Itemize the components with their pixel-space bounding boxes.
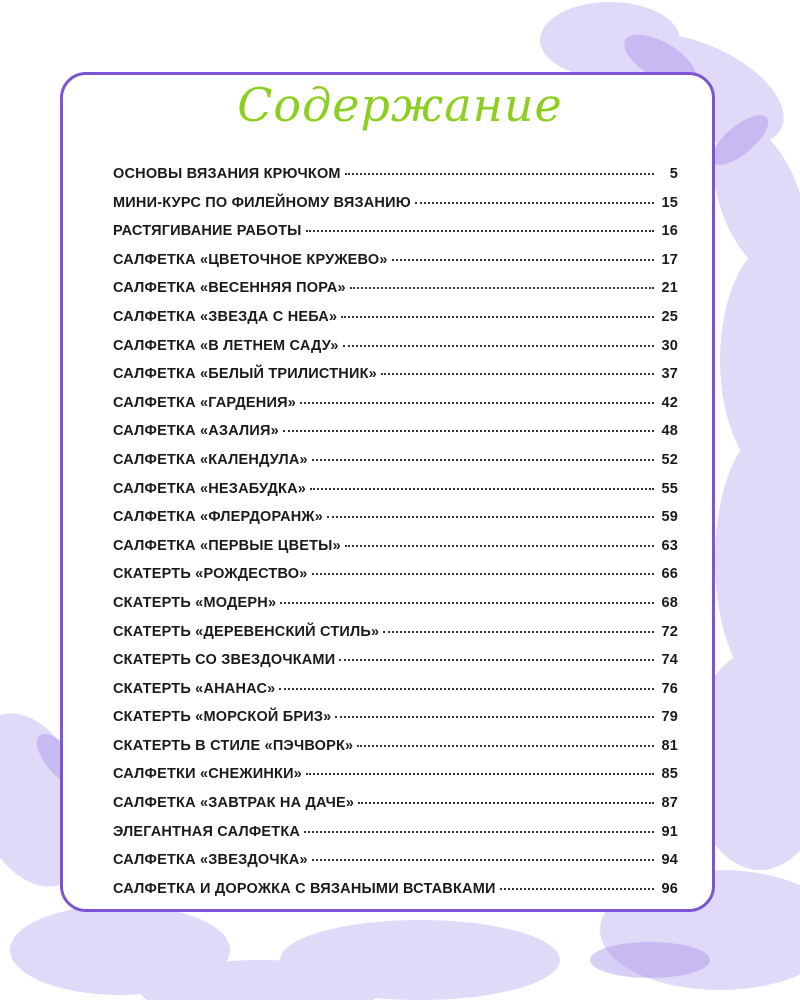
toc-entry[interactable] <box>113 166 678 195</box>
toc-page-number: 96 <box>661 880 678 897</box>
toc-dot-leader <box>310 487 654 490</box>
toc-entry-title: РАСТЯГИВАНИЕ РАБОТЫ <box>113 223 302 240</box>
toc-entry-title: САЛФЕТКИ «СНЕЖИНКИ» <box>113 766 302 783</box>
toc-entry[interactable] <box>113 624 678 653</box>
toc-entry-title: ОСНОВЫ ВЯЗАНИЯ КРЮЧКОМ <box>113 166 341 182</box>
table-of-contents <box>113 166 678 909</box>
toc-entry-title: СКАТЕРТЬ «ДЕРЕВЕНСКИЙ СТИЛЬ» <box>113 623 380 640</box>
toc-dot-leader <box>279 687 654 690</box>
toc-dot-leader <box>280 601 654 604</box>
toc-page-number: 55 <box>661 480 678 497</box>
toc-page-number: 72 <box>661 623 678 640</box>
toc-dot-leader <box>357 744 654 747</box>
toc-entry-title: САЛФЕТКА «ЗАВТРАК НА ДАЧЕ» <box>113 795 355 812</box>
toc-entry-title: САЛФЕТКА И ДОРОЖКА С ВЯЗАНЫМИ ВСТАВКАМИ <box>113 880 496 897</box>
toc-entry-title: САЛФЕТКА «ФЛЕРДОРАНЖ» <box>113 509 323 526</box>
toc-page-number: 5 <box>669 166 678 182</box>
toc-page-number: 91 <box>661 823 678 840</box>
toc-entry-title: САЛФЕТКА «ЗВЕЗДА С НЕБА» <box>113 308 338 325</box>
toc-page-number: 66 <box>661 566 678 583</box>
toc-entry[interactable] <box>113 709 678 738</box>
toc-entry-title: СКАТЕРТЬ «МОРСКОЙ БРИЗ» <box>113 709 332 726</box>
toc-dot-leader <box>306 772 654 775</box>
toc-page-number: 68 <box>661 594 678 611</box>
toc-entry[interactable] <box>113 509 678 538</box>
toc-page-number: 85 <box>661 766 678 783</box>
toc-page-number: 59 <box>661 509 678 526</box>
toc-entry[interactable] <box>113 766 678 795</box>
toc-dot-leader <box>304 830 654 833</box>
toc-entry[interactable] <box>113 652 678 681</box>
toc-entry-title: САЛФЕТКА «ГАРДЕНИЯ» <box>113 394 296 411</box>
toc-entry[interactable] <box>113 338 678 367</box>
toc-page-number: 21 <box>661 280 678 297</box>
toc-page-number: 42 <box>661 394 678 411</box>
toc-dot-leader <box>358 801 654 804</box>
toc-dot-leader <box>383 630 654 633</box>
toc-entry[interactable] <box>113 366 678 395</box>
toc-page-number: 87 <box>661 795 678 812</box>
toc-dot-leader <box>300 401 654 404</box>
toc-entry[interactable] <box>113 309 678 338</box>
toc-dot-leader <box>306 229 654 232</box>
toc-page-number: 74 <box>661 652 678 669</box>
toc-entry[interactable] <box>113 852 678 881</box>
toc-entry[interactable] <box>113 252 678 281</box>
toc-entry[interactable] <box>113 195 678 224</box>
toc-page-number: 79 <box>661 709 678 726</box>
toc-dot-leader <box>339 658 654 661</box>
toc-page-number: 94 <box>661 852 678 869</box>
toc-entry[interactable] <box>113 795 678 824</box>
toc-page-number: 48 <box>661 423 678 440</box>
toc-dot-leader <box>343 344 654 347</box>
toc-entry[interactable] <box>113 395 678 424</box>
toc-entry[interactable] <box>113 824 678 853</box>
toc-dot-leader <box>335 715 654 718</box>
toc-page-number: 15 <box>661 194 678 211</box>
toc-entry-title: СКАТЕРТЬ В СТИЛЕ «ПЭЧВОРК» <box>113 737 354 754</box>
toc-entry[interactable] <box>113 280 678 309</box>
toc-dot-leader <box>392 258 654 261</box>
toc-entry-title: САЛФЕТКА «КАЛЕНДУЛА» <box>113 451 308 468</box>
toc-dot-leader <box>341 315 654 318</box>
toc-dot-leader <box>327 515 654 518</box>
toc-page-number: 17 <box>661 251 678 268</box>
toc-page-number: 81 <box>661 737 678 754</box>
toc-entry-title: САЛФЕТКА «ВЕСЕННЯЯ ПОРА» <box>113 280 346 297</box>
toc-page-number: 76 <box>661 680 678 697</box>
toc-entry-title: САЛФЕТКА «В ЛЕТНЕМ САДУ» <box>113 337 339 354</box>
toc-entry-title: САЛФЕТКА «АЗАЛИЯ» <box>113 423 279 440</box>
toc-page-number: 63 <box>661 537 678 554</box>
toc-dot-leader <box>500 887 654 890</box>
toc-dot-leader <box>283 429 654 432</box>
toc-entry-title: СКАТЕРТЬ СО ЗВЕЗДОЧКАМИ <box>113 652 336 669</box>
toc-entry-title: ЭЛЕГАНТНАЯ САЛФЕТКА <box>113 823 301 840</box>
toc-entry-title: СКАТЕРТЬ «МОДЕРН» <box>113 594 277 611</box>
toc-dot-leader <box>345 544 654 547</box>
page-title: Содержание <box>237 78 563 132</box>
toc-page-number: 37 <box>661 366 678 383</box>
toc-entry[interactable] <box>113 566 678 595</box>
toc-entry-title: МИНИ-КУРС ПО ФИЛЕЙНОМУ ВЯЗАНИЮ <box>113 194 411 211</box>
toc-entry[interactable] <box>113 738 678 767</box>
toc-dot-leader <box>312 458 654 461</box>
toc-entry-title: САЛФЕТКА «НЕЗАБУДКА» <box>113 480 307 497</box>
toc-entry-title: САЛФЕТКА «ПЕРВЫЕ ЦВЕТЫ» <box>113 537 341 554</box>
toc-page-number: 52 <box>661 451 678 468</box>
toc-dot-leader <box>350 286 654 289</box>
toc-dot-leader <box>381 372 654 375</box>
toc-dot-leader <box>312 572 654 575</box>
toc-entry-title: САЛФЕТКА «ЦВЕТОЧНОЕ КРУЖЕВО» <box>113 251 388 268</box>
toc-dot-leader <box>312 858 654 861</box>
toc-page-number: 25 <box>661 308 678 325</box>
toc-entry-title: САЛФЕТКА «БЕЛЫЙ ТРИЛИСТНИК» <box>113 366 377 383</box>
toc-entry[interactable] <box>113 423 678 452</box>
toc-dot-leader <box>415 201 654 204</box>
toc-entry[interactable] <box>113 481 678 510</box>
toc-entry[interactable] <box>113 595 678 624</box>
toc-entry-title: СКАТЕРТЬ «РОЖДЕСТВО» <box>113 566 308 583</box>
toc-entry[interactable] <box>113 452 678 481</box>
toc-page-number: 16 <box>661 223 678 240</box>
toc-page-number: 30 <box>661 337 678 354</box>
toc-dot-leader <box>345 172 654 175</box>
toc-entry[interactable] <box>113 538 678 567</box>
toc-entry[interactable] <box>113 681 678 710</box>
toc-entry[interactable] <box>113 881 678 910</box>
toc-entry-title: САЛФЕТКА «ЗВЕЗДОЧКА» <box>113 852 308 869</box>
toc-entry[interactable] <box>113 223 678 252</box>
toc-entry-title: СКАТЕРТЬ «АНАНАС» <box>113 680 276 697</box>
